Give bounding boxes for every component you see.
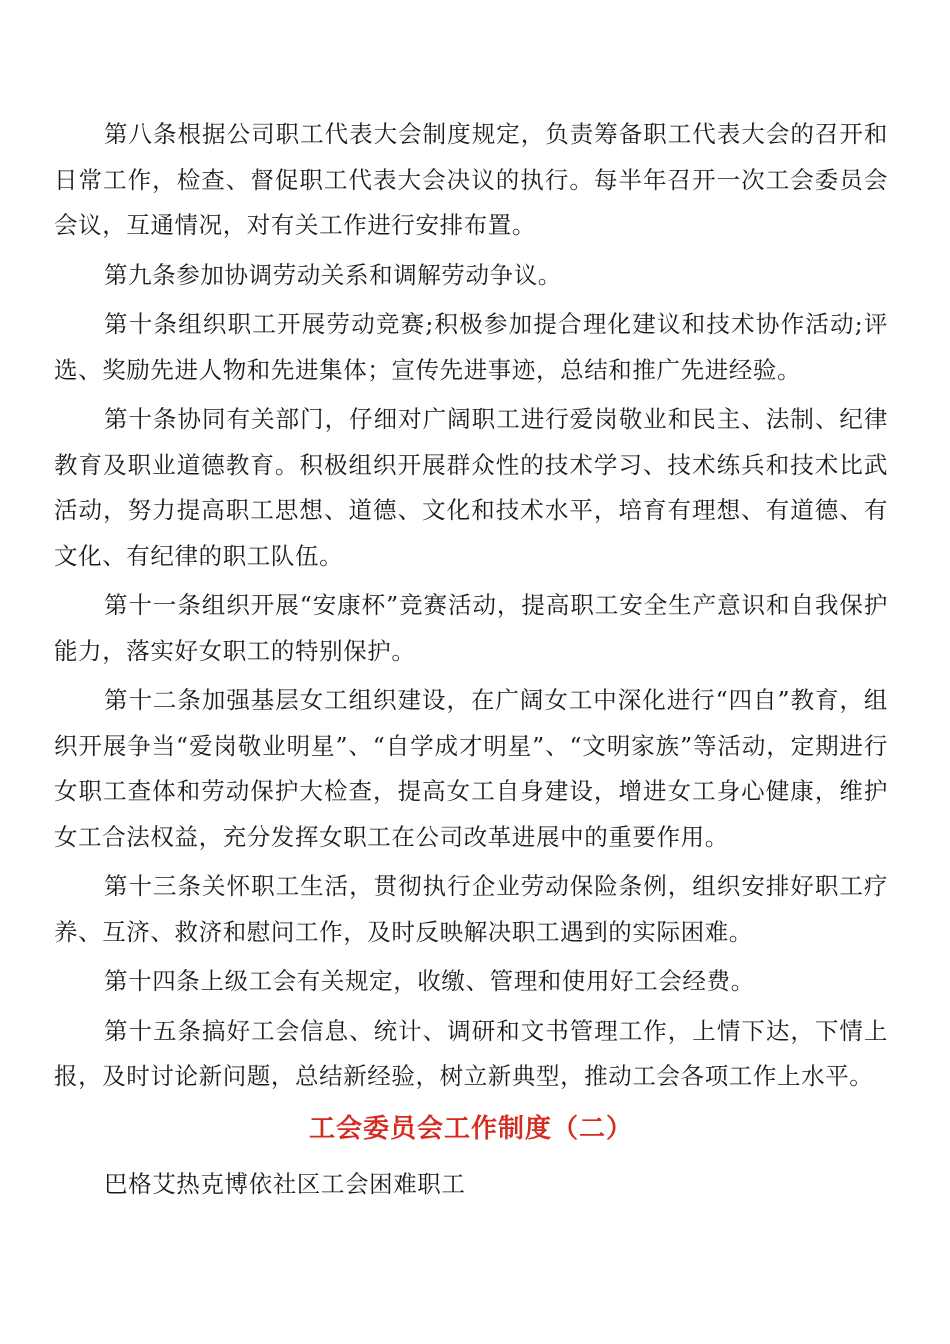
section-title: 工会委员会工作制度（二） xyxy=(308,1113,633,1144)
article-9-paragraph: 第九条参加协调劳动关系和调解劳动争议。 xyxy=(104,260,562,289)
article-8-paragraph: 第八条根据公司职工代表大会制度规定，负责筹备职工代表大会的召开和日常工作，检查、督促职工代表大会决议的执行。每半年召开一次工会委员会会议，互通情况，对有关工作进行安排布置。 xyxy=(54,120,888,239)
section-subline: 巴格艾热克博依社区工会困难职工 xyxy=(104,1169,466,1198)
article-12-paragraph: 第十二条加强基层女工组织建设，在广阔女工中深化进行“四自”教育，组织开展争当“爱岗敬业明星”、“自学成才明星”、“文明家族”等活动，定期进行女职工查体和劳动保护大检查，提高女工自身建设，增进女工身心健康，维护女工合法权益，充分发挥女职工在公司改革进展中的重要作用。 xyxy=(54,686,888,851)
article-15-paragraph: 第十五条搞好工会信息、统计、调研和文书管理工作，上情下达，下情上报，及时讨论新问题，总结新经验，树立新典型，推动工会各项工作上水平。 xyxy=(54,1016,888,1090)
article-14-paragraph: 第十四条上级工会有关规定，收缴、管理和使用好工会经费。 xyxy=(104,967,755,995)
article-13-paragraph: 第十三条关怀职工生活，贯彻执行企业劳动保险条例，组织安排好职工疗养、互济、救济和慰问工作，及时反映解决职工遇到的实际困难。 xyxy=(54,872,888,946)
article-11-paragraph: 第十一条组织开展“安康杯”竞赛活动，提高职工安全生产意识和自我保护能力，落实好女职工的特别保护。 xyxy=(54,591,888,665)
document-page xyxy=(54,112,888,1207)
article-10-paragraph: 第十条组织职工开展劳动竞赛;积极参加提合理化建议和技术协作活动;评选、奖励先进人物和先进集体；宣传先进事迹，总结和推广先进经验。 xyxy=(54,310,888,384)
article-10b-paragraph: 第十条协同有关部门，仔细对广阔职工进行爱岗敬业和民主、法制、纪律教育及职业道德教育。积极组织开展群众性的技术学习、技术练兵和技术比武活动，努力提高职工思想、道德、文化和技术水平，培育有理想、有道德、有文化、有纪律的职工队伍。 xyxy=(54,405,888,570)
